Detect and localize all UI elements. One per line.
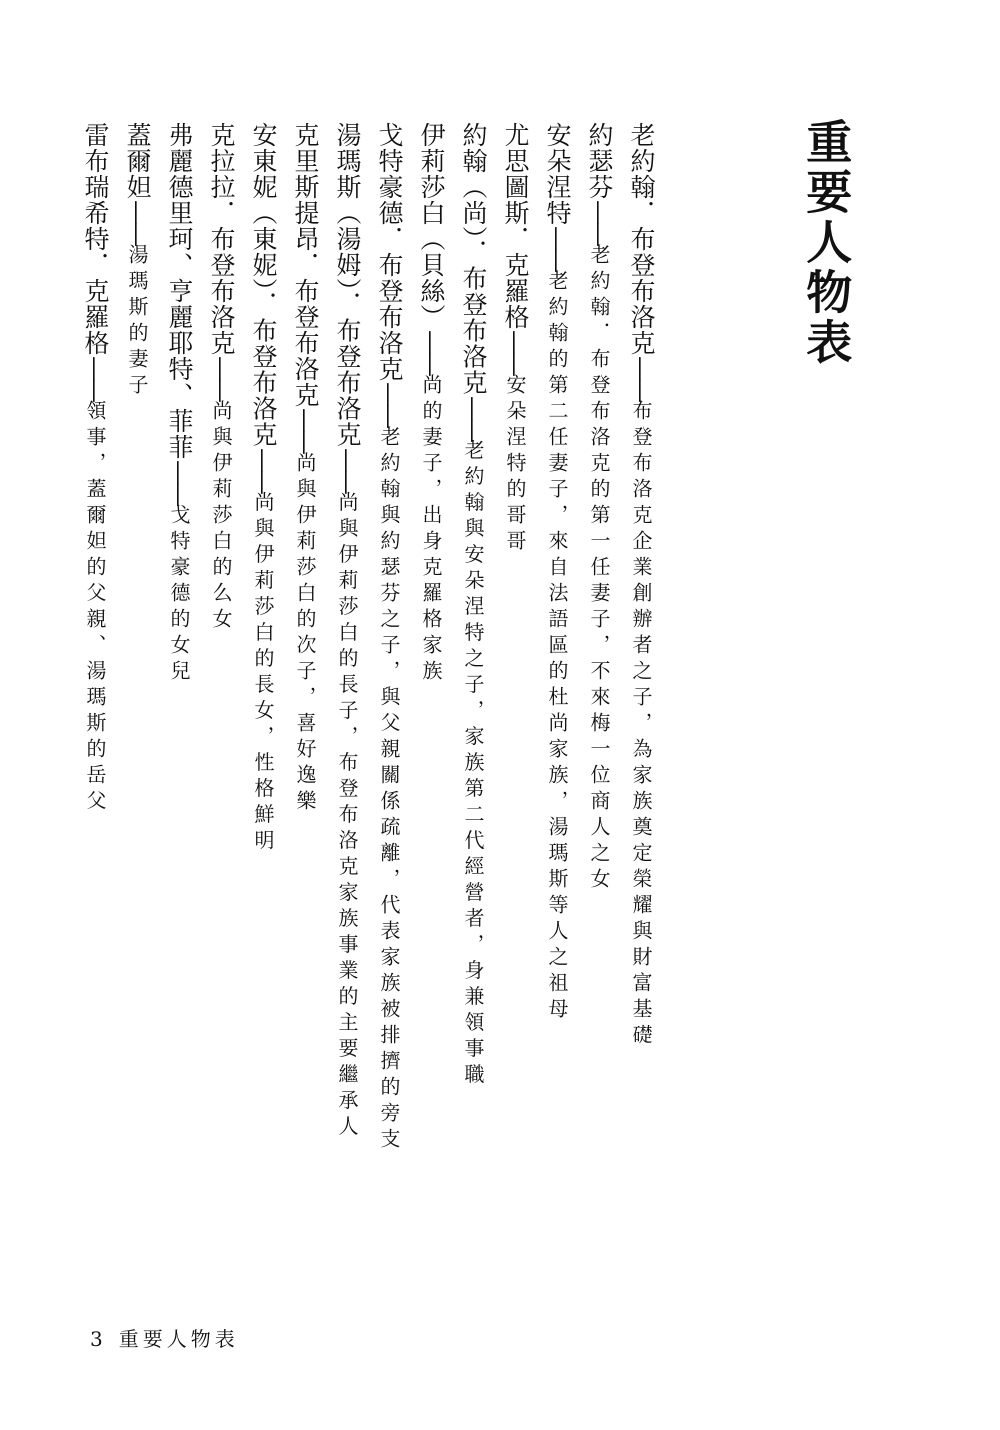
page-number: 3 xyxy=(90,1327,103,1351)
entry-dash: —— xyxy=(333,447,362,492)
character-entry xyxy=(200,122,242,1342)
character-name: 湯瑪斯（湯姆）．布登布洛克 xyxy=(333,122,362,448)
entry-dash: —— xyxy=(459,395,488,440)
character-name: 安東妮（東妮）．布登布洛克 xyxy=(249,122,278,448)
character-name: 安朵涅特 xyxy=(543,122,572,226)
character-name: 約瑟芬 xyxy=(585,122,614,200)
entry-dash: —— xyxy=(585,200,614,244)
character-description: 湯瑪斯的妻子 xyxy=(125,244,149,400)
character-entry xyxy=(578,122,620,1342)
character-entry xyxy=(452,122,494,1342)
character-name: 伊莉莎白（貝絲） xyxy=(417,122,446,330)
entry-dash: —— xyxy=(81,356,110,400)
character-description: 老約翰．布登布洛克的第一任妻子，不來梅一位商人之女 xyxy=(587,244,611,894)
character-entry xyxy=(410,122,452,1342)
character-name: 弗麗德里珂、亨麗耶特、菲菲 xyxy=(165,122,194,460)
running-head: 重要人物表 xyxy=(118,1327,239,1351)
character-name: 老約翰．布登布洛克 xyxy=(627,122,656,356)
character-entry xyxy=(74,122,116,1342)
page-title: 重要人物表 xyxy=(799,118,854,368)
character-name: 尤思圖斯．克羅格 xyxy=(501,122,530,330)
character-description: 布登布洛克企業創辦者之子，為家族奠定榮耀與財富基礎 xyxy=(629,400,653,1050)
entry-dash: —— xyxy=(543,226,572,270)
page-footer xyxy=(90,1323,239,1352)
character-entry xyxy=(494,122,536,1342)
character-description: 老約翰與安朵涅特之子，家族第二代經營者，身兼領事職 xyxy=(461,439,485,1090)
character-name: 克拉拉．布登布洛克 xyxy=(207,122,236,356)
character-entry xyxy=(536,122,578,1342)
character-list xyxy=(74,122,662,1342)
character-name: 戈特豪德．布登布洛克 xyxy=(375,122,404,382)
character-entry xyxy=(116,122,158,1342)
entry-dash: —— xyxy=(165,460,194,504)
character-description: 尚與伊莉莎白的長女，性格鮮明 xyxy=(251,491,275,856)
character-description: 尚與伊莉莎白的次子，喜好逸樂 xyxy=(293,452,317,816)
character-description: 老約翰的第二任妻子，來自法語區的杜尚家族，湯瑪斯等人之祖母 xyxy=(545,270,569,1024)
entry-dash: —— xyxy=(627,356,656,400)
character-name: 約翰（尚）．布登布洛克 xyxy=(459,122,488,396)
character-name: 克里斯提昂．布登布洛克 xyxy=(291,122,320,408)
entry-dash: —— xyxy=(375,382,404,426)
entry-dash: —— xyxy=(249,447,278,492)
entry-dash: —— xyxy=(291,408,320,452)
character-description: 尚與伊莉莎白的長子，布登布洛克家族事業的主要繼承人 xyxy=(335,491,359,1142)
character-entry xyxy=(620,122,662,1342)
character-description: 安朵涅特的哥哥 xyxy=(503,374,527,556)
character-entry xyxy=(326,122,368,1342)
entry-dash: —— xyxy=(207,356,236,400)
character-description: 戈特豪德的女兒 xyxy=(167,504,191,686)
character-description: 領事，蓋爾妲的父親、湯瑪斯的岳父 xyxy=(83,400,107,816)
character-entry xyxy=(158,122,200,1342)
character-description: 尚與伊莉莎白的么女 xyxy=(209,400,233,634)
entry-dash: —— xyxy=(417,330,446,374)
character-name: 蓋爾妲 xyxy=(123,122,152,200)
character-description: 尚的妻子，出身克羅格家族 xyxy=(419,374,443,686)
character-entry xyxy=(284,122,326,1342)
character-description: 老約翰與約瑟芬之子，與父親關係疏離，代表家族被排擠的旁支 xyxy=(377,426,401,1154)
entry-dash: —— xyxy=(501,330,530,374)
entry-dash: —— xyxy=(123,200,152,244)
character-entry xyxy=(242,122,284,1342)
character-name: 雷布瑞希特．克羅格 xyxy=(81,122,110,356)
character-entry xyxy=(368,122,410,1342)
